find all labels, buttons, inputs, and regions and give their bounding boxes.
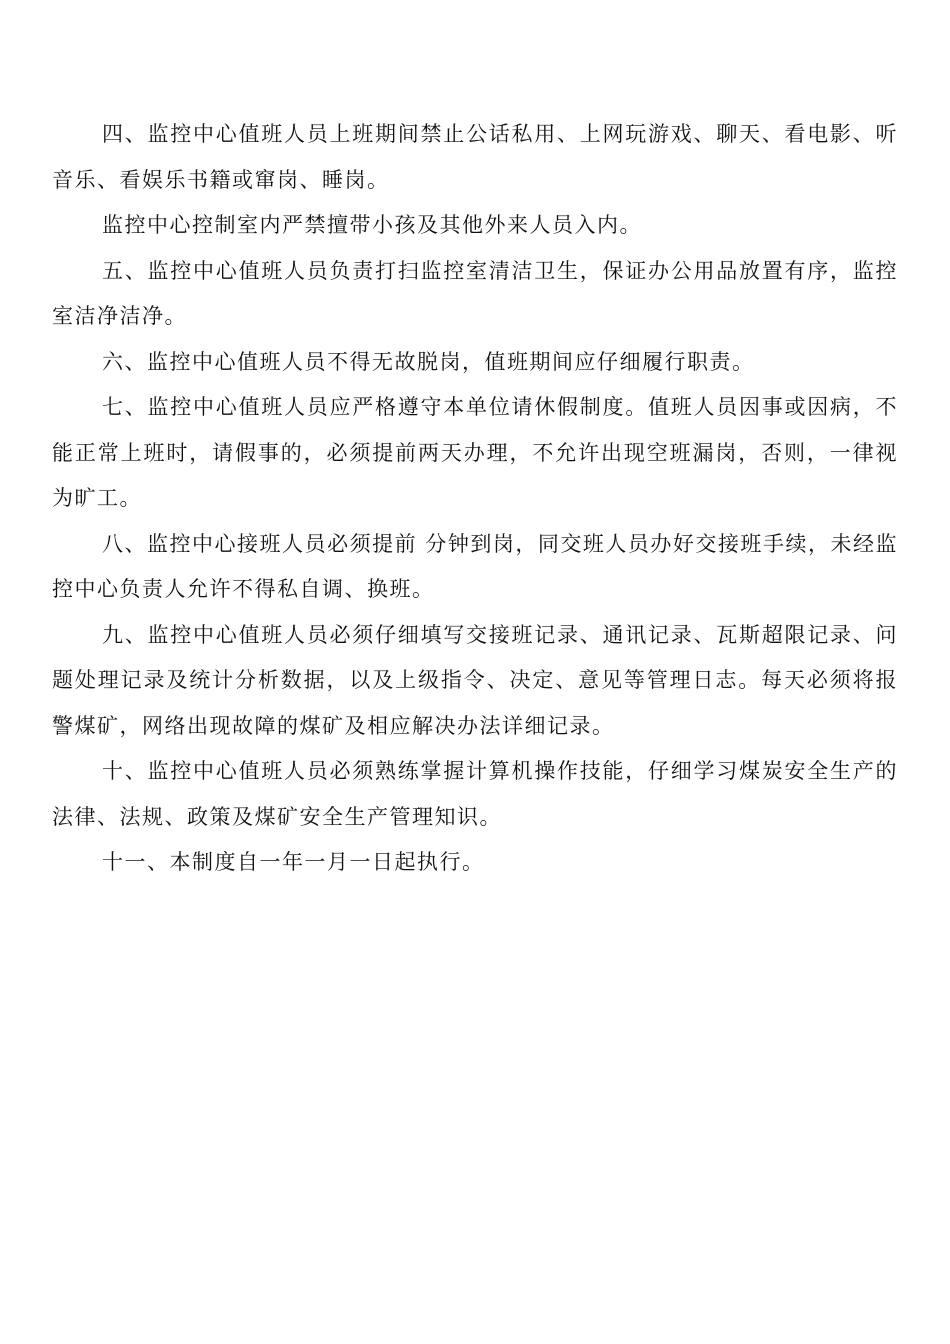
paragraph-7-leave-policy: 七、监控中心值班人员应严格遵守本单位请休假制度。值班人员因事或因病，不能正常上班时，请假事的，必须提前两天办理，不允许出现空班漏岗，否则，一律视为旷工。 [52,395,898,510]
paragraph-6-no-leaving-post: 六、监控中心值班人员不得无故脱岗，值班期间应仔细履行职责。 [102,349,755,374]
paragraph-9-records: 九、监控中心值班人员必须仔细填写交接班记录、通讯记录、瓦斯超限记录、问题处理记录及统计分析数据，以及上级指令、决定、意见等管理日志。每天必须将报警煤矿，网络出现故障的煤矿及相应解决办法详细记录。 [52,622,898,738]
paragraph-8-shift-handover: 八、监控中心接班人员必须提前 分钟到岗，同交班人员办好交接班手续，未经监控中心负责人允许不得私自调、换班。 [52,531,898,601]
paragraph-control-room-visitors: 监控中心控制室内严禁擅带小孩及其他外来人员入内。 [102,213,642,237]
document-body [52,112,898,886]
paragraph-10-skills: 十、监控中心值班人员必须熟练掌握计算机操作技能，仔细学习煤炭安全生产的法律、法规、政策及煤矿安全生产管理知识。 [52,759,898,829]
paragraph-5-cleaning: 五、监控中心值班人员负责打扫监控室清洁卫生，保证办公用品放置有序，监控室洁净洁净。 [52,258,898,328]
paragraph-11-effective-date: 十一、本制度自一年一月一日起执行。 [102,850,485,874]
paragraph-4-phone-games: 四、监控中心值班人员上班期间禁止公话私用、上网玩游戏、聊天、看电影、听音乐、看娱乐书籍或窜岗、睡岗。 [52,122,898,192]
